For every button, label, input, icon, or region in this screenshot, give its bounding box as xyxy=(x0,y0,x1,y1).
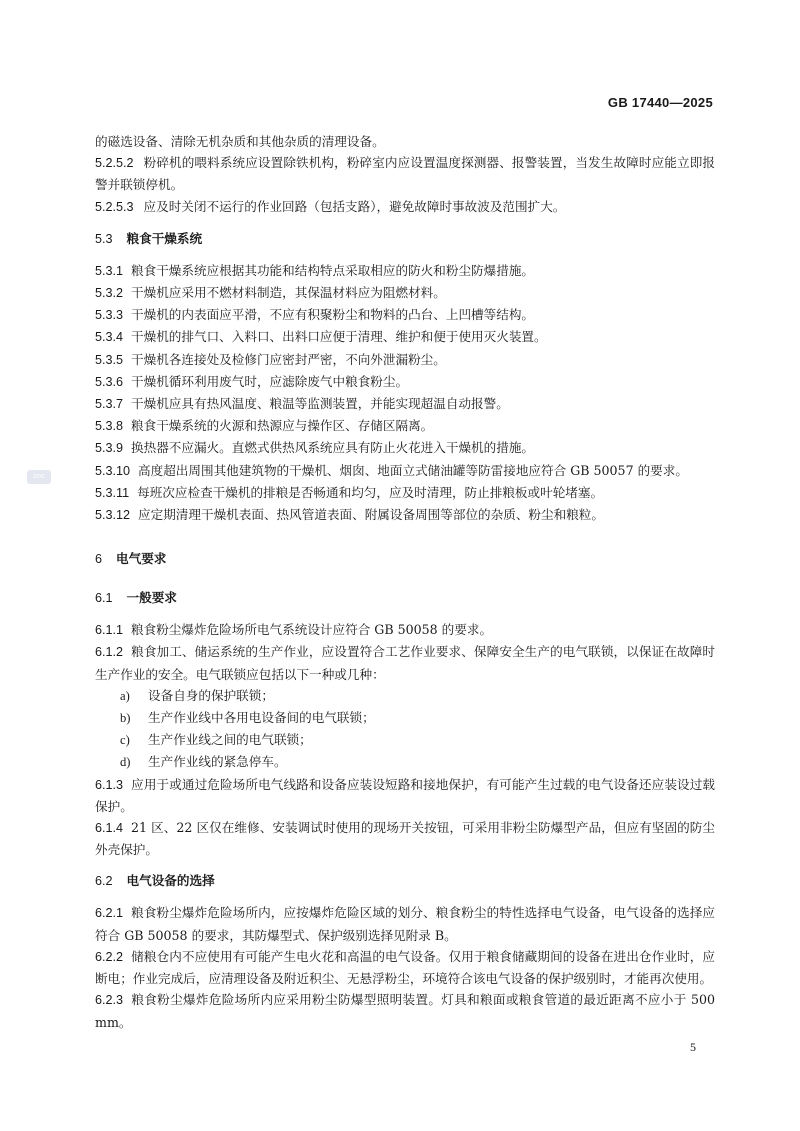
paragraph xyxy=(95,131,715,152)
clause-number: 5.3.12 xyxy=(95,508,131,523)
clause-text: 应用于或通过危险场所电气线路和设备应装设短路和接地保护，有可能产生过载的电气设备还应装设过载保护。 xyxy=(95,776,715,814)
clause-6.2.3 xyxy=(95,989,715,1032)
clause-number: 6.2.2 xyxy=(95,949,124,964)
page-number: 5 xyxy=(690,1040,696,1054)
chapter-6 xyxy=(95,548,715,570)
clause-6.1.2 xyxy=(95,641,715,684)
list-item-c xyxy=(95,729,715,751)
clause-number: 5.3.8 xyxy=(95,419,124,434)
clause-text: 干燥机应具有热风温度、粮温等监测装置，并能实现超温自动报警。 xyxy=(131,396,509,412)
list-label: d) xyxy=(120,755,131,770)
heading-text: 粮食干燥系统 xyxy=(126,231,203,246)
clause-text: 粮食粉尘爆炸危险场所内应采用粉尘防爆型照明装置。灯具和粮面或粮食管道的最近距离不应小于 500 mm。 xyxy=(95,992,715,1030)
list-item-d xyxy=(95,751,715,773)
clause-number: 6.1.2 xyxy=(95,645,124,660)
clause-5.3.2 xyxy=(95,282,715,304)
heading-number: 5.3 xyxy=(95,231,113,246)
clause-number: 6.1.1 xyxy=(95,623,124,638)
list-text: 生产作业线中各用电设备间的电气联锁； xyxy=(148,710,375,726)
clause-text: 粮食干燥系统的火源和热源应与操作区、存储区隔离。 xyxy=(131,418,434,434)
clause-text: 每班次应检查干燥机的排粮是否畅通和均匀，应及时清理，防止排粮板或叶轮堵塞。 xyxy=(137,484,604,500)
clause-5.3.3 xyxy=(95,304,715,326)
clause-5.3.6 xyxy=(95,371,715,393)
clause-number: 6.1.4 xyxy=(95,821,124,836)
clause-5.3.9 xyxy=(95,437,715,459)
clause-5.3.5 xyxy=(95,349,715,371)
clause-number: 5.3.3 xyxy=(95,308,124,323)
clause-number: 5.2.5.3 xyxy=(95,199,134,214)
clause-number: 5.3.4 xyxy=(95,330,124,345)
clause-text: 干燥机的内表面应平滑，不应有积聚粉尘和物料的凸台、上凹槽等结构。 xyxy=(131,307,535,323)
clause-number: 5.3.6 xyxy=(95,374,124,389)
heading-5.3 xyxy=(95,228,715,250)
clause-text: 粮食干燥系统应根据其功能和结构特点采取相应的防火和粉尘防爆措施。 xyxy=(131,262,535,278)
standard-code: GB 17440—2025 xyxy=(607,95,713,110)
clause-text: 21 区、22 区仅在维修、安装调试时使用的现场开关按钮，可采用非粉尘防爆型产品，但应有坚固的防尘外壳保护。 xyxy=(95,820,715,858)
clause-number: 5.3.5 xyxy=(95,352,124,367)
clause-5.2.5.3 xyxy=(95,196,715,218)
list-label: b) xyxy=(120,711,131,726)
clause-number: 5.3.7 xyxy=(95,397,124,412)
clause-text: 干燥机循环利用废气时，应滤除废气中粮食粉尘。 xyxy=(131,373,409,389)
clause-6.1.3 xyxy=(95,774,715,817)
clause-5.3.10 xyxy=(95,460,715,482)
heading-number: 6.2 xyxy=(95,874,113,889)
chapter-number: 6 xyxy=(95,552,103,567)
clause-text: 粮食粉尘爆炸危险场所电气系统设计应符合 GB 50058 的要求。 xyxy=(131,622,493,638)
clause-5.2.5.2 xyxy=(95,152,715,195)
clause-text: 干燥机的排气口、入料口、出料口应便于清理、维护和便于使用灭火装置。 xyxy=(131,329,547,345)
clause-text: 应及时关闭不运行的作业回路（包括支路），避免故障时事故波及范围扩大。 xyxy=(143,198,566,214)
side-watermark: cnc xyxy=(27,470,51,484)
clause-6.1.4 xyxy=(95,817,715,860)
clause-6.2.2 xyxy=(95,946,715,989)
clause-number: 5.3.1 xyxy=(95,263,124,278)
clause-5.3.7 xyxy=(95,393,715,415)
clause-text: 干燥机各连接处及检修门应密封严密，不向外泄漏粉尘。 xyxy=(131,351,446,367)
heading-number: 6.1 xyxy=(95,591,113,606)
clause-number: 5.3.9 xyxy=(95,441,124,456)
clause-5.3.1 xyxy=(95,260,715,282)
clause-text: 粉碎机的喂料系统应设置除铁机构，粉碎室内应设置温度探测器、报警装置，当发生故障时应能立即报警并联锁停机。 xyxy=(95,155,715,193)
chapter-title: 电气要求 xyxy=(116,552,167,567)
clause-5.3.11 xyxy=(95,482,715,504)
document-body xyxy=(95,131,715,1033)
clause-number: 6.1.3 xyxy=(95,777,124,792)
clause-text: 粮食加工、储运系统的生产作业，应设置符合工艺作业要求、保障安全生产的电气联锁，以保证在故障时生产作业的安全。电气联锁应包括以下一种或几种： xyxy=(95,644,715,682)
clause-text: 粮食粉尘爆炸危险场所内，应按爆炸危险区域的划分、粮食粉尘的特性选择电气设备，电气设备的选择应符合 GB 50058 的要求，其防爆型式、保护级别选择见附录 B。 xyxy=(95,905,715,943)
clause-6.2.1 xyxy=(95,902,715,945)
clause-number: 6.2.3 xyxy=(95,993,124,1008)
heading-6.1 xyxy=(95,587,715,609)
list-text: 生产作业线的紧急停车。 xyxy=(148,754,287,770)
paragraph-text: 的磁选设备、清除无机杂质和其他杂质的清理设备。 xyxy=(95,134,385,149)
list-label: a) xyxy=(120,688,130,703)
clause-text: 换热器不应漏火。直燃式供热风系统应具有防止火花进入干燥机的措施。 xyxy=(131,440,535,456)
list-text: 生产作业线之间的电气联锁； xyxy=(148,732,312,748)
clause-text: 应定期清理干燥机表面、热风管道表面、附属设备周围等部位的杂质、粉尘和粮粒。 xyxy=(138,507,604,523)
clause-5.3.12 xyxy=(95,504,715,526)
clause-number: 5.3.11 xyxy=(95,485,130,500)
clause-text: 干燥机应采用不燃材料制造，其保温材料应为阻燃材料。 xyxy=(131,285,446,301)
heading-text: 电气设备的选择 xyxy=(126,874,215,889)
list-item-a xyxy=(95,685,715,707)
clause-number: 5.3.10 xyxy=(95,463,131,478)
clause-text: 储粮仓内不应使用有可能产生电火花和高温的电气设备。仅用于粮食储藏期间的设备在进出仓作业时，应断电；作业完成后，应清理设备及附近积尘、无悬浮粉尘，环境符合该电气设备的保护级别时，才能再次使用。 xyxy=(95,948,715,987)
clause-5.3.4 xyxy=(95,326,715,348)
heading-text: 一般要求 xyxy=(126,591,177,606)
list-text: 设备自身的保护联锁； xyxy=(148,687,274,703)
clause-6.1.1 xyxy=(95,619,715,641)
clause-text: 高度超出周围其他建筑物的干燥机、烟囱、地面立式储油罐等防雷接地应符合 GB 50057 的要求。 xyxy=(138,462,688,478)
clause-number: 5.3.2 xyxy=(95,286,124,301)
heading-6.2 xyxy=(95,870,715,892)
clause-number: 5.2.5.2 xyxy=(95,156,134,171)
clause-5.3.8 xyxy=(95,415,715,437)
list-item-b xyxy=(95,707,715,729)
clause-number: 6.2.1 xyxy=(95,906,124,921)
list-label: c) xyxy=(120,733,130,748)
